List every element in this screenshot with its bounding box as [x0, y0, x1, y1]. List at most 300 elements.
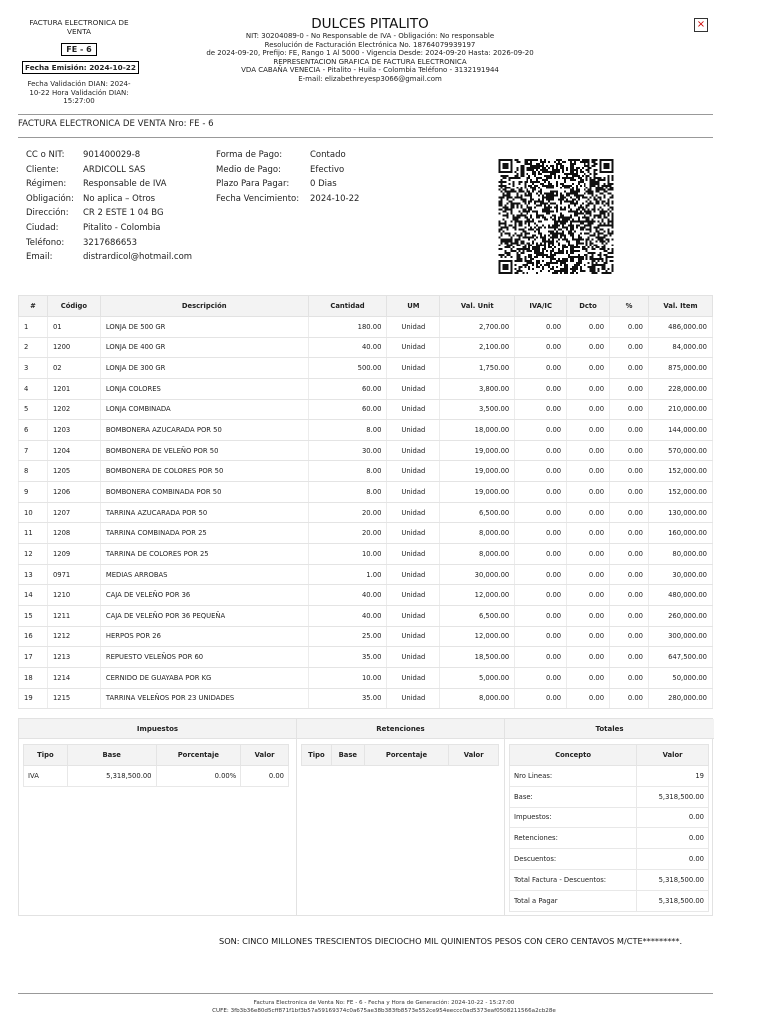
table-cell: 0.00%: [156, 766, 241, 787]
close-icon[interactable]: ×: [694, 18, 708, 32]
table-cell: 0.00: [515, 667, 567, 688]
table-cell: 0.00: [567, 482, 610, 503]
table-cell: 11: [19, 523, 48, 544]
table-cell: CAJA DE VELEÑO POR 36: [100, 585, 308, 606]
table-cell: 50,000.00: [648, 667, 712, 688]
table-cell: 3,500.00: [440, 399, 515, 420]
table-cell: HERPOS POR 26: [100, 626, 308, 647]
table-cell: 228,000.00: [648, 378, 712, 399]
table-cell: TARRINA VELEÑOS POR 23 UNIDADES: [100, 688, 308, 709]
table-cell: 25.00: [308, 626, 387, 647]
column-header: %: [610, 296, 649, 317]
table-cell: Unidad: [387, 564, 440, 585]
table-cell: Unidad: [387, 337, 440, 358]
table-cell: 1210: [47, 585, 100, 606]
payment-row: [216, 163, 359, 178]
payment-value: Efectivo: [310, 164, 345, 175]
table-cell: 160,000.00: [648, 523, 712, 544]
table-cell: 0.00: [515, 420, 567, 441]
table-row: [19, 482, 713, 503]
table-cell: 2: [19, 337, 48, 358]
table-cell: 0.00: [515, 564, 567, 585]
table-cell: 0.00: [610, 399, 649, 420]
table-cell: 0.00: [567, 585, 610, 606]
table-row: [510, 766, 709, 787]
table-cell: 6,500.00: [440, 502, 515, 523]
table-cell: 12: [19, 544, 48, 565]
customer-row: [26, 236, 192, 251]
table-row: [510, 869, 709, 890]
table-cell: 152,000.00: [648, 461, 712, 482]
table-cell: 0.00: [515, 358, 567, 379]
table-cell: 0.00: [567, 337, 610, 358]
table-cell: Unidad: [387, 585, 440, 606]
table-cell: 0.00: [567, 523, 610, 544]
table-cell: 0.00: [515, 626, 567, 647]
table-cell: 480,000.00: [648, 585, 712, 606]
table-cell: TARRINA DE COLORES POR 25: [100, 544, 308, 565]
customer-row: [26, 206, 192, 221]
table-cell: 0.00: [567, 317, 610, 338]
table-cell: 84,000.00: [648, 337, 712, 358]
table-cell: 210,000.00: [648, 399, 712, 420]
table-cell: 1.00: [308, 564, 387, 585]
taxes-title: Impuestos: [19, 719, 296, 739]
customer-label: Régimen:: [26, 179, 67, 190]
table-cell: 0.00: [610, 482, 649, 503]
table-cell: 20.00: [308, 523, 387, 544]
table-cell: 0.00: [567, 440, 610, 461]
table-cell: 0.00: [610, 564, 649, 585]
table-row: [24, 766, 289, 787]
amount-in-words: SON: CINCO MILLONES TRESCIENTOS DIECIOCHO MIL QUINIENTOS PESOS CON CERO CENTAVOS M/CTE*********.: [219, 936, 683, 946]
table-cell: Unidad: [387, 523, 440, 544]
customer-label: CC o NIT:: [26, 150, 65, 160]
table-cell: 0.00: [515, 688, 567, 709]
table-cell: 5,318,500.00: [67, 766, 156, 787]
table-cell: 0.00: [515, 523, 567, 544]
column-header: Valor: [637, 745, 709, 766]
table-cell: 4: [19, 378, 48, 399]
table-cell: 0.00: [515, 544, 567, 565]
table-cell: MEDIAS ARROBAS: [100, 564, 308, 585]
table-cell: 01: [47, 317, 100, 338]
table-cell: 40.00: [308, 585, 387, 606]
table-cell: 0.00: [610, 585, 649, 606]
withholdings-table: [301, 744, 499, 766]
column-header: Base: [331, 745, 364, 766]
table-cell: 0.00: [567, 667, 610, 688]
withholdings-title: Retenciones: [297, 719, 504, 739]
table-cell: 18,000.00: [440, 420, 515, 441]
table-row: [19, 399, 713, 420]
customer-row: [26, 177, 192, 192]
table-cell: 1207: [47, 502, 100, 523]
table-cell: 19: [19, 688, 48, 709]
customer-info: [26, 148, 192, 265]
table-cell: 30.00: [308, 440, 387, 461]
table-cell: 0.00: [610, 378, 649, 399]
table-row: [19, 317, 713, 338]
payment-row: [216, 148, 359, 163]
table-cell: 6,500.00: [440, 605, 515, 626]
table-cell: 0.00: [567, 399, 610, 420]
divider: [18, 993, 713, 994]
table-row: [19, 564, 713, 585]
table-cell: 10: [19, 502, 48, 523]
column-header: Tipo: [24, 745, 68, 766]
dian-validation: Fecha Validación DIAN: 2024-10-22 Hora Validación DIAN: 15:27:00: [27, 80, 131, 106]
table-cell: 12,000.00: [440, 626, 515, 647]
table-cell: 19,000.00: [440, 440, 515, 461]
customer-label: Dirección:: [26, 208, 69, 219]
document-id-block: [22, 18, 136, 106]
table-cell: 1214: [47, 667, 100, 688]
table-cell: 40.00: [308, 337, 387, 358]
table-row: [19, 647, 713, 668]
table-cell: 30,000.00: [648, 564, 712, 585]
table-cell: CERNIDO DE GUAYABA POR KG: [100, 667, 308, 688]
column-header: Valor: [449, 745, 499, 766]
table-cell: 0.00: [515, 440, 567, 461]
table-cell: Unidad: [387, 626, 440, 647]
invoice-number-badge: FE - 6: [61, 43, 96, 56]
payment-value: Contado: [310, 150, 346, 160]
table-cell: 0.00: [515, 378, 567, 399]
table-cell: 8.00: [308, 420, 387, 441]
table-row: [19, 440, 713, 461]
table-cell: 0.00: [567, 544, 610, 565]
table-cell: Unidad: [387, 420, 440, 441]
table-cell: BOMBONERA AZUCARADA POR 50: [100, 420, 308, 441]
emission-date-badge: Fecha Emisión: 2024-10-22: [22, 61, 139, 74]
table-cell: Unidad: [387, 358, 440, 379]
table-cell: 0.00: [610, 605, 649, 626]
company-name: DULCES PITALITO: [311, 16, 429, 32]
table-cell: 1,750.00: [440, 358, 515, 379]
payment-value: 0 Dias: [310, 179, 337, 190]
table-cell: Unidad: [387, 440, 440, 461]
column-header: Tipo: [302, 745, 332, 766]
table-cell: Unidad: [387, 378, 440, 399]
invoice-title: FACTURA ELECTRONICA DE VENTA Nro: FE - 6: [18, 119, 214, 129]
table-cell: Base:: [510, 786, 637, 807]
table-cell: Retenciones:: [510, 828, 637, 849]
table-row: [19, 523, 713, 544]
column-header: Porcentaje: [156, 745, 241, 766]
table-cell: 19,000.00: [440, 482, 515, 503]
customer-label: Teléfono:: [26, 237, 65, 248]
customer-value: 3217686653: [83, 237, 138, 248]
table-cell: 5,000.00: [440, 667, 515, 688]
table-row: [19, 605, 713, 626]
table-cell: 0.00: [610, 626, 649, 647]
table-cell: 3,800.00: [440, 378, 515, 399]
table-row: [19, 337, 713, 358]
table-row: [510, 807, 709, 828]
customer-value: 901400029-8: [83, 150, 141, 160]
table-cell: Unidad: [387, 461, 440, 482]
issuer-line: Resolución de Facturación Electrónica No. 18764079939197: [264, 40, 476, 49]
table-cell: TARRINA AZUCARADA POR 50: [100, 502, 308, 523]
table-cell: 144,000.00: [648, 420, 712, 441]
table-cell: 0.00: [637, 828, 709, 849]
table-cell: 570,000.00: [648, 440, 712, 461]
table-cell: LONJA DE 300 GR: [100, 358, 308, 379]
table-cell: LONJA COMBINADA: [100, 399, 308, 420]
footer: [0, 999, 768, 1015]
table-cell: 35.00: [308, 647, 387, 668]
table-cell: CAJA DE VELEÑO POR 36 PEQUEÑA: [100, 605, 308, 626]
customer-value: CR 2 ESTE 1 04 BG: [83, 208, 164, 219]
table-cell: 260,000.00: [648, 605, 712, 626]
table-cell: 5: [19, 399, 48, 420]
table-cell: 13: [19, 564, 48, 585]
table-cell: 0.00: [567, 461, 610, 482]
table-cell: 1208: [47, 523, 100, 544]
table-cell: IVA: [24, 766, 68, 787]
divider: [18, 114, 713, 115]
table-cell: LONJA COLORES: [100, 378, 308, 399]
table-cell: 14: [19, 585, 48, 606]
table-cell: 5,318,500.00: [637, 786, 709, 807]
table-cell: 7: [19, 440, 48, 461]
divider: [18, 137, 713, 138]
table-cell: 0.00: [610, 667, 649, 688]
table-cell: 40.00: [308, 605, 387, 626]
table-cell: 300,000.00: [648, 626, 712, 647]
customer-label: Obligación:: [26, 193, 74, 204]
table-cell: 18: [19, 667, 48, 688]
table-cell: 16: [19, 626, 48, 647]
table-cell: 0.00: [515, 461, 567, 482]
table-cell: 0.00: [515, 605, 567, 626]
document-type: FACTURA ELECTRONICA DE VENTA: [29, 18, 129, 36]
table-cell: 8,000.00: [440, 523, 515, 544]
table-row: [19, 461, 713, 482]
table-cell: LONJA DE 500 GR: [100, 317, 308, 338]
payment-label: Forma de Pago:: [216, 150, 283, 160]
qr-code-icon: [496, 159, 616, 274]
table-row: [19, 544, 713, 565]
table-cell: Total a Pagar: [510, 890, 637, 911]
table-cell: 0.00: [515, 399, 567, 420]
payment-label: Plazo Para Pagar:: [216, 179, 290, 190]
payment-row: [216, 192, 359, 207]
table-cell: 0.00: [610, 337, 649, 358]
table-cell: 0.00: [515, 317, 567, 338]
table-cell: 0.00: [567, 647, 610, 668]
table-cell: 0.00: [637, 849, 709, 870]
payment-info: [216, 148, 359, 206]
table-row: [19, 378, 713, 399]
payment-row: [216, 177, 359, 192]
table-cell: 0.00: [515, 585, 567, 606]
table-row: [19, 358, 713, 379]
table-row: [510, 786, 709, 807]
table-cell: 0.00: [241, 766, 289, 787]
table-cell: 3: [19, 358, 48, 379]
table-cell: 0.00: [610, 358, 649, 379]
table-cell: 1200: [47, 337, 100, 358]
table-cell: LONJA DE 400 GR: [100, 337, 308, 358]
column-header: Concepto: [510, 745, 637, 766]
table-cell: 0.00: [610, 544, 649, 565]
table-row: [19, 420, 713, 441]
customer-row: [26, 192, 192, 207]
table-cell: 0971: [47, 564, 100, 585]
table-cell: 80,000.00: [648, 544, 712, 565]
table-cell: 152,000.00: [648, 482, 712, 503]
table-cell: 5,318,500.00: [637, 869, 709, 890]
totals-title: Totales: [505, 719, 714, 739]
table-cell: 500.00: [308, 358, 387, 379]
table-cell: 12,000.00: [440, 585, 515, 606]
table-cell: 15: [19, 605, 48, 626]
table-cell: REPUESTO VELEÑOS POR 60: [100, 647, 308, 668]
table-cell: BOMBONERA DE VELEÑO POR 50: [100, 440, 308, 461]
table-cell: 8.00: [308, 461, 387, 482]
table-cell: 280,000.00: [648, 688, 712, 709]
table-cell: 0.00: [567, 688, 610, 709]
table-cell: 0.00: [610, 420, 649, 441]
table-cell: 0.00: [515, 337, 567, 358]
table-cell: 875,000.00: [648, 358, 712, 379]
column-header: UM: [387, 296, 440, 317]
customer-label: Ciudad:: [26, 222, 59, 233]
column-header: Val. Unit: [440, 296, 515, 317]
taxes-section: [19, 719, 297, 915]
customer-row: [26, 163, 192, 178]
table-cell: 0.00: [610, 317, 649, 338]
customer-value: Responsable de IVA: [83, 179, 167, 190]
table-cell: 19: [637, 766, 709, 787]
table-cell: 0.00: [567, 358, 610, 379]
column-header: IVA/IC: [515, 296, 567, 317]
table-row: [19, 667, 713, 688]
items-table: [18, 295, 713, 709]
table-cell: TARRINA COMBINADA POR 25: [100, 523, 308, 544]
table-cell: 0.00: [567, 605, 610, 626]
table-cell: 1206: [47, 482, 100, 503]
customer-row: [26, 148, 192, 163]
table-cell: 60.00: [308, 399, 387, 420]
table-cell: 20.00: [308, 502, 387, 523]
customer-label: Cliente:: [26, 164, 59, 175]
table-cell: 0.00: [567, 626, 610, 647]
column-header: Valor: [241, 745, 289, 766]
column-header: Código: [47, 296, 100, 317]
table-cell: 8.00: [308, 482, 387, 503]
table-cell: 0.00: [515, 647, 567, 668]
table-row: [510, 890, 709, 911]
table-cell: Unidad: [387, 502, 440, 523]
customer-value: ARDICOLL SAS: [83, 164, 146, 175]
table-cell: BOMBONERA DE COLORES POR 50: [100, 461, 308, 482]
table-cell: 9: [19, 482, 48, 503]
table-row: [510, 849, 709, 870]
table-cell: 1209: [47, 544, 100, 565]
table-cell: 0.00: [567, 502, 610, 523]
customer-value: Pitalito - Colombia: [83, 222, 161, 233]
column-header: #: [19, 296, 48, 317]
table-cell: 35.00: [308, 688, 387, 709]
issuer-line: NIT: 30204089-0 - No Responsable de IVA - Obligación: No responsable: [245, 32, 495, 40]
table-cell: 1212: [47, 626, 100, 647]
table-cell: 1213: [47, 647, 100, 668]
customer-value: No aplica – Otros: [83, 193, 156, 204]
table-cell: 647,500.00: [648, 647, 712, 668]
table-cell: 130,000.00: [648, 502, 712, 523]
totals-table: [509, 744, 709, 912]
column-header: Val. Item: [648, 296, 712, 317]
table-cell: 0.00: [610, 502, 649, 523]
footer-generation: Factura Electronica de Venta No: FE - 6 - Fecha y Hora de Generación: 2024-10-22 - 15:27:00: [253, 1000, 515, 1006]
table-cell: 0.00: [567, 420, 610, 441]
table-cell: Total Factura - Descuentos:: [510, 869, 637, 890]
table-cell: Unidad: [387, 399, 440, 420]
table-cell: 0.00: [610, 440, 649, 461]
column-header: Porcentaje: [364, 745, 449, 766]
table-cell: Impuestos:: [510, 807, 637, 828]
customer-value: distrardicol@hotmail.com: [83, 252, 193, 263]
table-row: [510, 828, 709, 849]
table-cell: Descuentos:: [510, 849, 637, 870]
issuer-line: VDA CABAÑA VENECIA - Pitalito - Huila - Colombia Teléfono - 3132191944: [241, 66, 499, 75]
table-cell: 60.00: [308, 378, 387, 399]
summary-panel: [18, 718, 713, 916]
table-cell: 0.00: [567, 378, 610, 399]
table-cell: 0.00: [610, 523, 649, 544]
table-cell: 1205: [47, 461, 100, 482]
table-cell: 8: [19, 461, 48, 482]
table-cell: Unidad: [387, 667, 440, 688]
table-cell: Unidad: [387, 544, 440, 565]
table-cell: 8,000.00: [440, 544, 515, 565]
table-cell: 0.00: [637, 807, 709, 828]
column-header: Dcto: [567, 296, 610, 317]
payment-label: Medio de Pago:: [216, 164, 281, 175]
totals-section: [505, 719, 714, 915]
table-cell: Unidad: [387, 647, 440, 668]
table-row: [19, 502, 713, 523]
table-cell: Unidad: [387, 605, 440, 626]
payment-value: 2024-10-22: [310, 193, 360, 204]
issuer-block: [190, 16, 550, 84]
table-cell: 30,000.00: [440, 564, 515, 585]
table-cell: BOMBONERA COMBINADA POR 50: [100, 482, 308, 503]
table-row: [19, 688, 713, 709]
table-row: [19, 585, 713, 606]
table-cell: 1203: [47, 420, 100, 441]
table-cell: 17: [19, 647, 48, 668]
table-cell: 1215: [47, 688, 100, 709]
table-cell: 2,700.00: [440, 317, 515, 338]
table-cell: 6: [19, 420, 48, 441]
issuer-line: REPRESENTACION GRAFICA DE FACTURA ELECTRONICA: [273, 57, 467, 66]
table-cell: 0.00: [610, 688, 649, 709]
table-cell: 10.00: [308, 544, 387, 565]
table-cell: 0.00: [515, 482, 567, 503]
table-cell: 1201: [47, 378, 100, 399]
table-cell: 19,000.00: [440, 461, 515, 482]
table-cell: 0.00: [610, 461, 649, 482]
table-cell: Unidad: [387, 317, 440, 338]
table-cell: Unidad: [387, 482, 440, 503]
table-cell: 5,318,500.00: [637, 890, 709, 911]
withholdings-section: [297, 719, 505, 915]
table-cell: 180.00: [308, 317, 387, 338]
